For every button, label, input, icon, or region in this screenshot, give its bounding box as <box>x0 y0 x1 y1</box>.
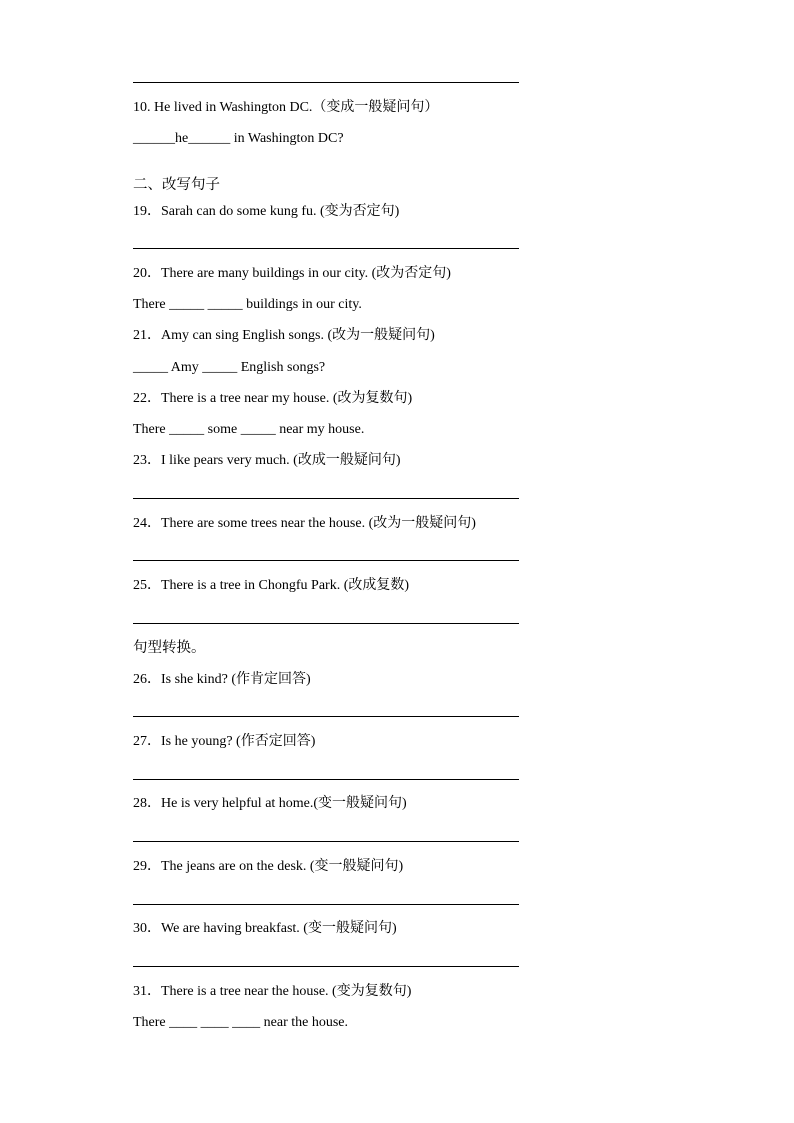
answer-line[interactable] <box>133 560 519 561</box>
question-10-blanks: ______he______ in Washington DC? <box>133 131 344 146</box>
answer-line[interactable] <box>133 716 519 717</box>
question-22-blanks: There _____ some _____ near my house. <box>133 422 365 437</box>
question-29: 29．The jeans are on the desk. (变一般疑问句) <box>133 859 404 874</box>
answer-line[interactable] <box>133 841 519 842</box>
question-23: 23．I like pears very much. (改成一般疑问句) <box>133 453 401 468</box>
question-20: 20．There are many buildings in our city. (改为否定句) <box>133 266 451 281</box>
question-10: 10. He lived in Washington DC.（变成一般疑问句） <box>133 100 439 115</box>
question-24: 24．There are some trees near the house. (改为一般疑问句) <box>133 516 476 531</box>
question-26: 26．Is she kind? (作肯定回答) <box>133 672 311 687</box>
question-21-blanks: _____ Amy _____ English songs? <box>133 360 326 375</box>
answer-line[interactable] <box>133 498 519 499</box>
answer-line[interactable] <box>133 248 519 249</box>
question-19: 19．Sarah can do some kung fu. (变为否定句) <box>133 204 400 219</box>
question-27: 27．Is he young? (作否定回答) <box>133 734 316 749</box>
question-31-blanks: There ____ ____ ____ near the house. <box>133 1015 348 1030</box>
question-31: 31．There is a tree near the house. (变为复数句) <box>133 984 412 999</box>
answer-line[interactable] <box>133 623 519 624</box>
answer-line[interactable] <box>133 966 519 967</box>
question-25: 25．There is a tree in Chongfu Park. (改成复数) <box>133 578 410 593</box>
question-28: 28．He is very helpful at home.(变一般疑问句) <box>133 796 407 811</box>
answer-line[interactable] <box>133 779 519 780</box>
question-30: 30．We are having breakfast. (变一般疑问句) <box>133 921 397 936</box>
section-heading-2: 句型转换。 <box>133 640 206 656</box>
answer-line[interactable] <box>133 82 519 83</box>
section-heading: 二、改写句子 <box>133 177 220 193</box>
question-20-blanks: There _____ _____ buildings in our city. <box>133 297 362 312</box>
question-21: 21．Amy can sing English songs. (改为一般疑问句) <box>133 328 435 343</box>
answer-line[interactable] <box>133 904 519 905</box>
question-22: 22．There is a tree near my house. (改为复数句) <box>133 391 413 406</box>
